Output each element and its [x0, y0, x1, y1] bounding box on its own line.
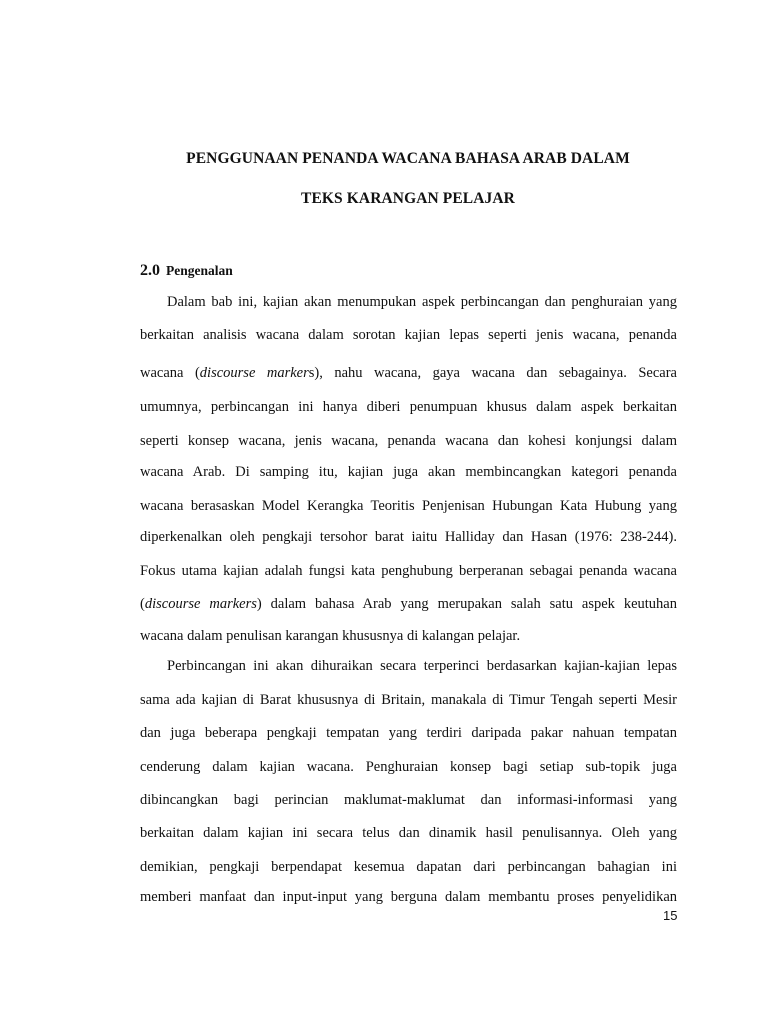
- paragraph-line: seperti konsep wacana, jenis wacana, penanda wacana dan kohesi konjungsi dalam: [140, 433, 677, 449]
- paragraph-line: umumnya, perbincangan ini hanya diberi penumpuan khusus dalam aspek berkaitan: [140, 399, 677, 415]
- paragraph-line: demikian, pengkaji berpendapat kesemua dapatan dari perbincangan bahagian ini: [140, 859, 677, 875]
- paragraph-line: berkaitan dalam kajian ini secara telus dan dinamik hasil penulisannya. Oleh yang: [140, 825, 677, 841]
- italic-term: discourse markers: [144, 596, 257, 612]
- page-number: 15: [663, 908, 678, 923]
- paragraph-line: dan juga beberapa pengkaji tempatan yang terdiri daripada pakar nahuan tempatan: [140, 725, 677, 741]
- title-line-2: TEKS KARANGAN PELAJAR: [301, 190, 515, 207]
- section-title: Pengenalan: [166, 263, 233, 278]
- paragraph-line: [140, 363, 677, 383]
- paragraph-line: [140, 594, 677, 614]
- text-run: s), nahu wacana, gaya wacana dan sebagainya. Secara: [308, 365, 677, 381]
- paragraph-line: memberi manfaat dan input-input yang berguna dalam membantu proses penyelidikan: [140, 889, 677, 905]
- text-run: (: [140, 596, 145, 612]
- text-run: ) dalam bahasa Arab yang merupakan salah satu aspek keutuhan: [256, 596, 677, 612]
- title-line-1: PENGGUNAAN PENANDA WACANA BAHASA ARAB DALAM: [186, 150, 630, 167]
- paragraph-line: wacana dalam penulisan karangan khususnya di kalangan pelajar.: [140, 628, 521, 644]
- paragraph-line: cenderung dalam kajian wacana. Penghuraian konsep bagi setiap sub-topik juga: [140, 759, 677, 775]
- paragraph-line: wacana berasaskan Model Kerangka Teoritis Penjenisan Hubungan Kata Hubung yang: [140, 498, 677, 514]
- paragraph-line: sama ada kajian di Barat khususnya di Britain, manakala di Timur Tengah seperti Mesir: [140, 692, 677, 708]
- paragraph-line: berkaitan analisis wacana dalam sorotan kajian lepas seperti jenis wacana, penanda: [140, 327, 677, 343]
- paragraph-line: diperkenalkan oleh pengkaji tersohor barat iaitu Halliday dan Hasan (1976: 238-244).: [140, 529, 677, 545]
- paragraph-line: dibincangkan bagi perincian maklumat-maklumat dan informasi-informasi yang: [140, 792, 677, 808]
- paragraph-line: Perbincangan ini akan dihuraikan secara terperinci berdasarkan kajian-kajian lepas: [167, 658, 677, 674]
- section-number: 2.0: [140, 262, 160, 279]
- paragraph-line: Dalam bab ini, kajian akan menumpukan aspek perbincangan dan penghuraian yang: [167, 294, 677, 310]
- paragraph-line: wacana Arab. Di samping itu, kajian juga akan membincangkan kategori penanda: [140, 464, 677, 480]
- section-heading: [140, 262, 233, 280]
- paragraph-line: Fokus utama kajian adalah fungsi kata penghubung berperanan sebagai penanda wacana: [140, 563, 677, 579]
- text-run: wacana (: [140, 365, 200, 381]
- italic-term: discourse marker: [199, 365, 309, 381]
